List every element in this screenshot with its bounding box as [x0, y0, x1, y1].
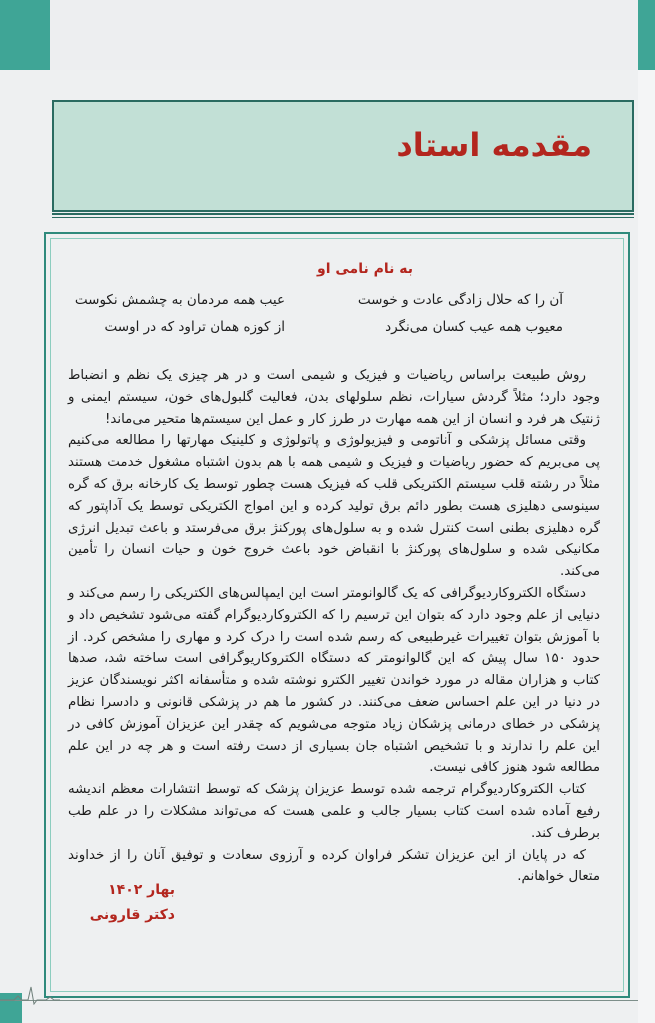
paragraph: وقتی مسائل پزشکی و آناتومی و فیزیولوژی و پاتولوژی و کلینیک مهارتها را مطالعه می‌کنیم پی می‌بریم که حضور ریاضیات و فیزیک و شیمی همه با هم بدون اشتباه مشغول خدمت هستند مثلاً در رشته قلب سیستم الکتریکی قلب که فیزیک هست چطور توسط یک کارخانه برق که گره سینوسی دهلیزی هست بطور دائم برق تولید کرده و این امواج الکتریکی توسط یک آداپتور که گره دهلیزی بطنی است کنترل شده و به سلول‌های پورکنژ برق می‌فرستد و باعث تبدیل انرژی مکانیکی شده و سلول‌های پورکنژ با انقباض خود باعث خروج خون و حیات انسان را تأمین می‌کند.	[68, 433, 600, 580]
paragraph: کتاب الکتروکاردیوگرام ترجمه شده توسط عزیزان پزشک که توسط انتشارات معظم اندیشه رفیع آماده شده است کتاب بسیار جالب و علمی هست که می‌تواند مشکلات را در علم طب برطرف کند.	[68, 782, 600, 841]
poem-verse-1-left: عیب همه مردمان به چشمش نکوست	[74, 292, 285, 308]
paragraph: دستگاه الکتروکاردیوگرافی که یک گالوانومتر است این ایمپالس‌های الکتریکی را رسم می‌کند و دنیایی از علم وجود دارد که بتوان این ترسیم را که الکتروکاردیوگرام گفته می‌شود تشخیص داد و با آموزش بتوان تغییرات غیرطبیعی که رسم شده است را درک کرد و مهاری را مشخص کرد. از حدود ۱۵۰ سال پیش که این گالوانومتر که دستگاه الکتروکاریوگرافی است ساخته شد، صدها کتاب و هزاران مقاله در مورد خواندن تغییر الکترو نوشته شده و متأسفانه اکثر نویسندگان عزیز در دنیا در این علم احساس ضعف می‌کنند. در کشور ما هم در پزشکی قانونی و دادسرا نظام پزشکی در خطای درمانی پزشکان زیاد متوجه می‌شویم که چقدر این عزیزان آموزش کافی در این علم را ندارند و با تشخیص اشتباه جان بسیاری از دست رفته است و هر چه در این علم مطالعه شود هنوز کافی نیست.	[68, 585, 600, 776]
page-edge	[638, 70, 655, 1023]
signature-date: بهار ۱۴۰۲	[108, 882, 175, 898]
header-underline	[52, 213, 634, 215]
signature-name: دکتر قارونی	[89, 907, 175, 923]
corner-accent-top-left	[0, 0, 50, 70]
poem-heading: به نام نامی او	[317, 261, 413, 277]
header-box	[52, 100, 634, 212]
poem-verse-2-right: معیوب همه عیب کسان می‌نگرد	[385, 319, 563, 335]
paragraph: روش طبیعت براساس ریاضیات و فیزیک و شیمی است و در هر چیزی یک نظم و انضباط وجود دارد؛ مثلاً گردش سیارات، نظم سلولهای بدن، فعالیت گلبول‌های خون، سیستم ایمنی و ژنتیک هر فرد و انسان از این همه مهارت در طرز کار و عمل این سیستم‌ها متحیر می‌ماند!	[68, 368, 600, 427]
poem-verse-2-left: از کوزه همان تراود که در اوست	[104, 319, 285, 335]
footer-rule	[0, 1000, 638, 1001]
corner-accent-top-right	[638, 0, 655, 70]
poem-verse-1-right: آن را که حلال زادگی عادت و خوست	[357, 292, 563, 308]
header-underline-thin	[52, 217, 634, 218]
body-text	[68, 365, 600, 888]
ecg-wave-icon	[0, 985, 60, 1005]
page-title: مقدمه استاد	[396, 126, 592, 164]
paragraph: که در پایان از این عزیزان تشکر فراوان کرده و آرزوی سعادت و توفیق آنان را از خداوند متعال خواهانم.	[68, 847, 600, 885]
